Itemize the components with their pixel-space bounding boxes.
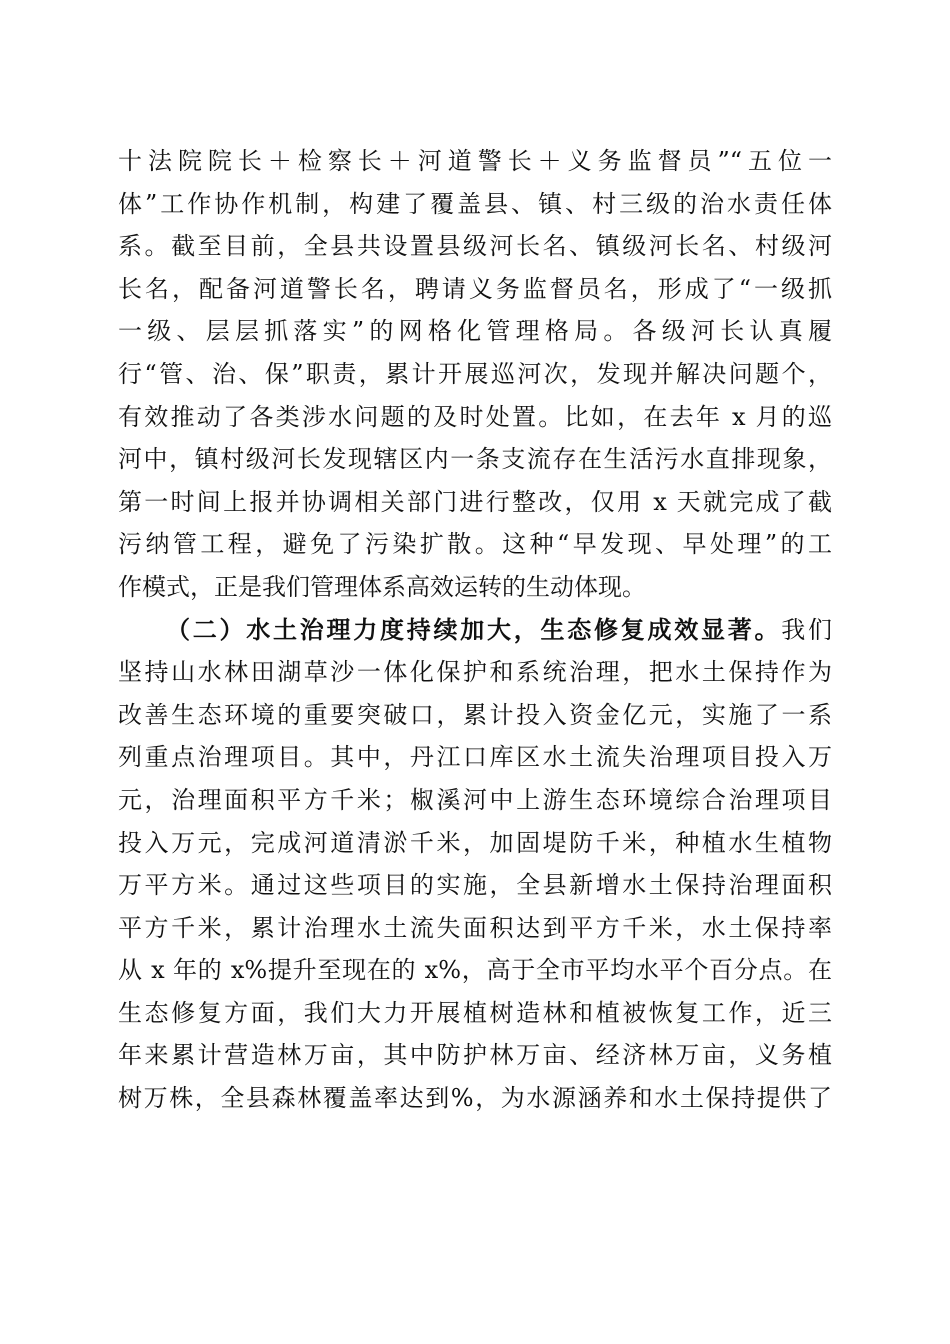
document-page xyxy=(118,140,832,1120)
text-line: 投入万元，完成河道清淤千米，加固堤防千米，种植水生植物 xyxy=(118,828,832,857)
text-line: 树万株，全县森林覆盖率达到%，为水源涵养和水土保持提供了 xyxy=(118,1084,832,1113)
text-line: 元，治理面积平方千米；椒溪河中上游生态环境综合治理项目 xyxy=(118,785,832,814)
text-line: 有效推动了各类涉水问题的及时处置。比如，在去年 x 月的巡 xyxy=(118,402,832,431)
text-line: 从 x 年的 x%提升至现在的 x%，高于全市平均水平个百分点。在 xyxy=(118,956,832,985)
text-line: 行“管、治、保”职责，累计开展巡河次，发现并解决问题个， xyxy=(118,359,832,388)
text-line: 坚持山水林田湖草沙一体化保护和系统治理，把水土保持作为 xyxy=(118,658,832,687)
text-line: 万平方米。通过这些项目的实施，全县新增水土保持治理面积 xyxy=(118,871,832,900)
text-line: 十法院院长＋检察长＋河道警长＋义务监督员”“五位一 xyxy=(118,147,832,175)
section-heading: （二）水土治理力度持续加大，生态修复成效显著。 xyxy=(166,614,782,644)
text-line: 长名，配备河道警长名，聘请义务监督员名，形成了“一级抓 xyxy=(118,274,832,303)
text-line: 系。截至目前，全县共设置县级河长名、镇级河长名、村级河 xyxy=(118,232,832,261)
text-line: 河中，镇村级河长发现辖区内一条支流存在生活污水直排现象， xyxy=(118,445,832,474)
text-line: 年来累计营造林万亩，其中防护林万亩、经济林万亩，义务植 xyxy=(118,1041,832,1070)
text-line: 列重点治理项目。其中，丹江口库区水土流失治理项目投入万 xyxy=(118,743,832,772)
paragraph-2 xyxy=(118,609,832,1120)
text-line: 第一时间上报并协调相关部门进行整改，仅用 x 天就完成了截 xyxy=(118,487,832,516)
text-line: 生态修复方面，我们大力开展植树造林和植被恢复工作，近三 xyxy=(118,998,832,1027)
paragraph-1 xyxy=(118,140,832,609)
text-line: 一级、层层抓落实”的网格化管理格局。各级河长认真履 xyxy=(118,317,832,346)
text-line: 作模式，正是我们管理体系高效运转的生动体现。 xyxy=(118,572,646,601)
text-line: 改善生态环境的重要突破口，累计投入资金亿元，实施了一系 xyxy=(118,700,832,729)
text-line: 体”工作协作机制，构建了覆盖县、镇、村三级的治水责任体 xyxy=(118,189,832,218)
text-run: 我们 xyxy=(781,615,832,644)
text-line: 污纳管工程，避免了污染扩散。这种“早发现、早处理”的工 xyxy=(118,530,832,559)
text-line: 平方千米，累计治理水土流失面积达到平方千米，水土保持率 xyxy=(118,913,832,942)
paragraph-2-first-line xyxy=(118,609,832,652)
